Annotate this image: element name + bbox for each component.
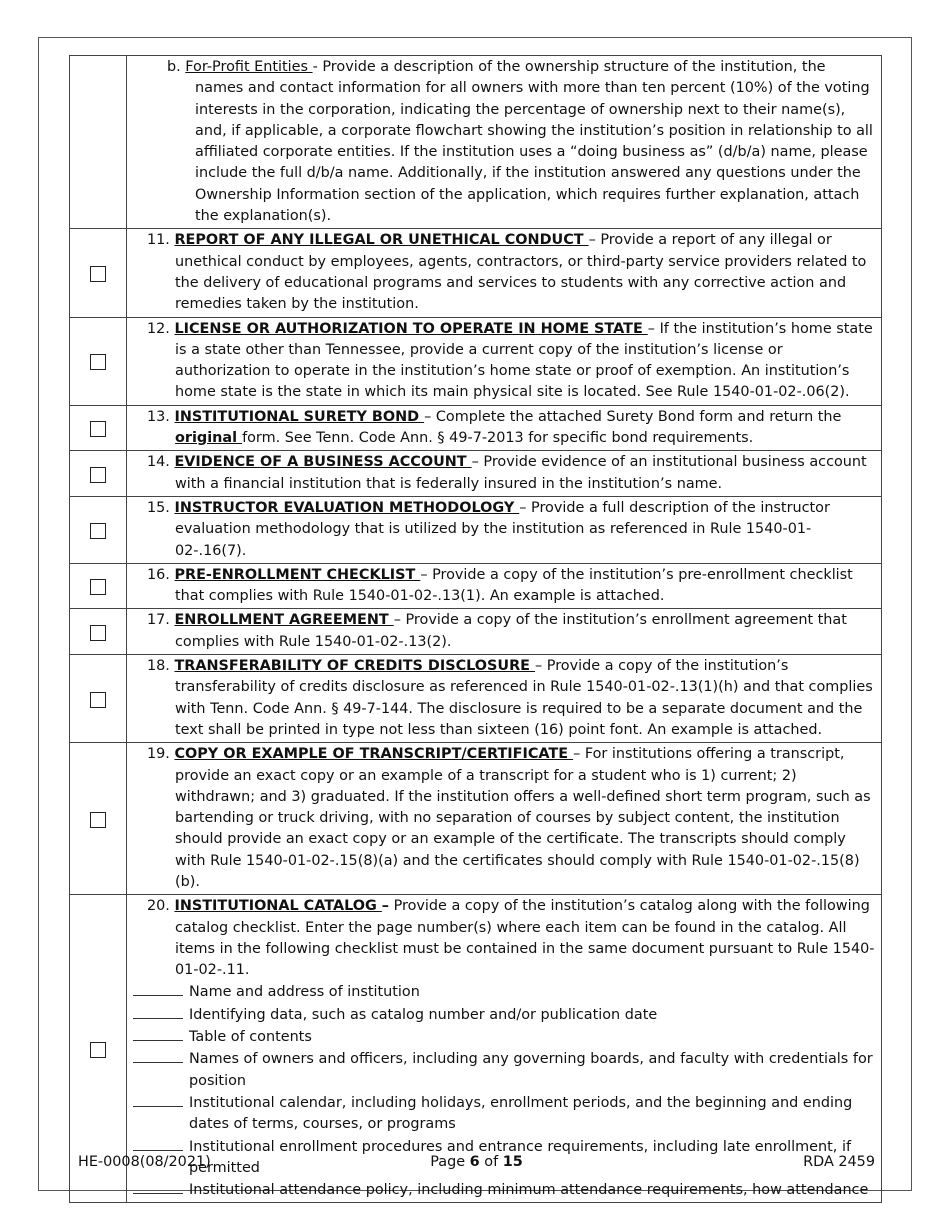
item-12: 12. LICENSE OR AUTHORIZATION TO OPERATE IN HOME STATE – If the institution’s home state is a state other than Tennessee, provide a current copy of the institution’s license or authorization to operate in the institution’s home state or proof of exemption. An institution’s home state is the state in which its main physical site is located. See Rule 1540-01-02-.06(2). (147, 320, 873, 401)
page-number-blank[interactable] (133, 1004, 183, 1019)
catalog-checklist-line: Institutional attendance policy, including minimum attendance requirements, how attendance (133, 1179, 875, 1201)
item-18: 18. TRANSFERABILITY OF CREDITS DISCLOSURE – Provide a copy of the institution’s transferability of credits disclosure as referenced in Rule 1540-01-02-.13(1)(h) and that complies with Tenn. Code Ann. § 49-7-144. The disclosure is required to be a separate document and the text shall be printed in type not less than sixteen (16) point font. An example is attached. (147, 658, 873, 738)
table-row (70, 655, 882, 743)
page-number-blank[interactable] (133, 1048, 183, 1063)
item-title: INSTITUTIONAL CATALOG (174, 898, 382, 915)
page-number-blank[interactable] (133, 1136, 183, 1151)
catalog-checklist-line: Name and address of institution (133, 981, 875, 1003)
item-18-checkbox[interactable] (90, 692, 106, 708)
table-row (70, 609, 882, 655)
item-text: – Complete the attached Surety Bond form and return the (424, 408, 842, 425)
catalog-checklist-line: Institutional calendar, including holidays, enrollment periods, and the beginning and ending dates of terms, courses, or programs (133, 1092, 875, 1136)
table-row (70, 229, 882, 317)
item-13-checkbox[interactable] (90, 421, 106, 437)
item-title: REPORT OF ANY ILLEGAL OR UNETHICAL CONDUCT (174, 232, 589, 249)
item-text: – For institutions offering a transcript, provide an exact copy or an example of a transcript for a student who is 1) current; 2) withdrawn; and 3) graduated. If the institution offers a well-defined short term program, such as bartending or truck driving, with no separation of courses by subject content, the institution should provide an exact copy or an example of the certificate. The transcripts should comply with Rule 1540-01-02-.15(8)(a) and the certificates should comply with Rule 1540-01-02-.15(8)(b). (175, 746, 871, 890)
item-20-checkbox[interactable] (90, 1042, 106, 1058)
item-text: - Provide a description of the ownership structure of the institution, the names and contact information for all owners with more than ten percent (10%) of the voting interests in the corporation, indicating the percentage of ownership next to their name(s), and, if applicable, a corporate flowchart showing the institution’s position in relationship to all affiliated corporate entities. If the institution uses a “doing business as” (d/b/a) name, please include the full d/b/a name. Additionally, if the institution answered any questions under the Ownership Information section of the application, which requires further explanation, attach the explanation(s). (195, 59, 873, 225)
item-title: TRANSFERABILITY OF CREDITS DISCLOSURE (174, 658, 536, 675)
form-id: HE-0008(08/2021) (78, 1154, 211, 1170)
empty-checkbox-cell (70, 56, 127, 229)
item-20: 20. INSTITUTIONAL CATALOG – Provide a copy of the institution’s catalog along with the following catalog checklist. Enter the page number(s) where each item can be found in the catalog. All items in the following checklist must be contained in the same document pursuant to Rule 1540-01-02-.11. (147, 898, 875, 979)
item-title: EVIDENCE OF A BUSINESS ACCOUNT (174, 454, 472, 471)
item-emphasis: original (175, 430, 243, 447)
item-b-for-profit (139, 57, 875, 227)
page-number-blank[interactable] (133, 981, 183, 996)
table-row (70, 496, 882, 563)
item-text: – Provide a copy of the institution’s enrollment agreement that complies with Rule 1540-01-02-.13(2). (175, 612, 847, 650)
total-pages: 15 (502, 1154, 523, 1170)
item-text: – Provide a copy of the institution’s pre-enrollment checklist that complies with Rule 1540-01-02-.13(1). An example is attached. (175, 566, 853, 605)
item-title: LICENSE OR AUTHORIZATION TO OPERATE IN HOME STATE (174, 320, 648, 337)
checklist-table (69, 55, 882, 1203)
item-number: b. (167, 59, 186, 75)
table-row (70, 451, 882, 497)
item-text: – Provide a full description of the instructor evaluation methodology that is utilized by the institution as referenced in Rule 1540-01-02-.16(7). (175, 499, 830, 559)
page-number-blank[interactable] (133, 1092, 183, 1107)
item-15: 15. INSTRUCTOR EVALUATION METHODOLOGY – Provide a full description of the instructor evaluation methodology that is utilized by the institution as referenced in Rule 1540-01-02-.16(7). (147, 499, 830, 559)
item-19-checkbox[interactable] (90, 812, 106, 828)
item-12-checkbox[interactable] (90, 354, 106, 370)
page-number-blank[interactable] (133, 1179, 183, 1194)
item-text: – Provide evidence of an institutional business account with a financial institution that is federally insured in the institution’s name. (175, 454, 867, 492)
item-15-checkbox[interactable] (90, 523, 106, 539)
item-14-checkbox[interactable] (90, 467, 106, 483)
table-row (70, 563, 882, 609)
item-11: 11. REPORT OF ANY ILLEGAL OR UNETHICAL CONDUCT – Provide a report of any illegal or unethical conduct by employees, agents, contractors, or third-party service providers related to the delivery of educational programs and services to students with any corrective action and remedies taken by the institution. (147, 232, 867, 313)
item-13: 13. INSTITUTIONAL SURETY BOND – Complete the attached Surety Bond form and return the original form. See Tenn. Code Ann. § 49-7-2013 for specific bond requirements. (147, 408, 842, 447)
item-11-checkbox[interactable] (90, 266, 106, 282)
table-row (70, 405, 882, 451)
table-row (70, 56, 882, 229)
catalog-checklist-line: Institutional enrollment procedures and entrance requirements, including late enrollment, if permitted (133, 1136, 875, 1180)
rda-number: RDA 2459 (803, 1154, 875, 1170)
item-17: 17. ENROLLMENT AGREEMENT – Provide a copy of the institution’s enrollment agreement that complies with Rule 1540-01-02-.13(2). (147, 612, 847, 650)
item-19: 19. COPY OR EXAMPLE OF TRANSCRIPT/CERTIFICATE – For institutions offering a transcript, provide an exact copy or an example of a transcript for a student who is 1) current; 2) withdrawn; and 3) graduated. If the institution offers a well-defined short term program, such as bartending or truck driving, with no separation of courses by subject content, the institution should provide an exact copy or an example of the certificate. The transcripts should comply with Rule 1540-01-02-.15(8)(a) and the certificates should comply with Rule 1540-01-02-.15(8)(b). (147, 746, 871, 890)
item-17-checkbox[interactable] (90, 625, 106, 641)
table-row (70, 317, 882, 405)
page-footer (78, 1154, 875, 1176)
item-14: 14. EVIDENCE OF A BUSINESS ACCOUNT – Provide evidence of an institutional business account with a financial institution that is federally insured in the institution’s name. (147, 454, 867, 492)
page-number-blank[interactable] (133, 1026, 183, 1041)
item-text: – If the institution’s home state is a state other than Tennessee, provide a current copy of the institution’s license or authorization to operate in the institution’s home state or proof of exemption. An institution’s home state is the state in which its main physical site is located. See Rule 1540-01-02-.06(2). (175, 320, 873, 401)
item-title: PRE-ENROLLMENT CHECKLIST (174, 566, 421, 583)
catalog-checklist-line: Identifying data, such as catalog number and/or publication date (133, 1004, 875, 1026)
table-row (70, 743, 882, 895)
item-text: – Provide a copy of the institution’s transferability of credits disclosure as referenced in Rule 1540-01-02-.13(1)(h) and that complies with Tenn. Code Ann. § 49-7-144. The disclosure is required to be a separate document and the text shall be printed in type not less than sixteen (16) point font. An example is attached. (175, 658, 873, 738)
item-title: INSTITUTIONAL SURETY BOND (174, 408, 425, 425)
item-title: ENROLLMENT AGREEMENT (174, 612, 394, 629)
item-16-checkbox[interactable] (90, 579, 106, 595)
item-title: INSTRUCTOR EVALUATION METHODOLOGY (174, 499, 520, 516)
item-text: form. See Tenn. Code Ann. § 49-7-2013 for specific bond requirements. (242, 430, 754, 447)
item-title: For-Profit Entities (185, 59, 313, 75)
catalog-checklist-line: Table of contents (133, 1026, 875, 1048)
page-indicator: Page 6 of 15 (430, 1154, 523, 1170)
item-text: – Provide a report of any illegal or unethical conduct by employees, agents, contractors, or third-party service providers related to the delivery of educational programs and services to students with any corrective action and remedies taken by the institution. (175, 232, 867, 313)
current-page: 6 (469, 1154, 480, 1170)
item-16: 16. PRE-ENROLLMENT CHECKLIST – Provide a copy of the institution’s pre-enrollment checklist that complies with Rule 1540-01-02-.13(1). An example is attached. (147, 566, 853, 605)
item-title: COPY OR EXAMPLE OF TRANSCRIPT/CERTIFICATE (174, 746, 574, 763)
catalog-checklist-line: Names of owners and officers, including any governing boards, and faculty with credentials for position (133, 1048, 875, 1092)
item-text: Provide a copy of the institution’s catalog along with the following catalog checklist. Enter the page number(s) where each item can be found in the catalog. All items in the following checklist must be contained in the same document pursuant to Rule 1540-01-02-.11. (175, 898, 875, 979)
